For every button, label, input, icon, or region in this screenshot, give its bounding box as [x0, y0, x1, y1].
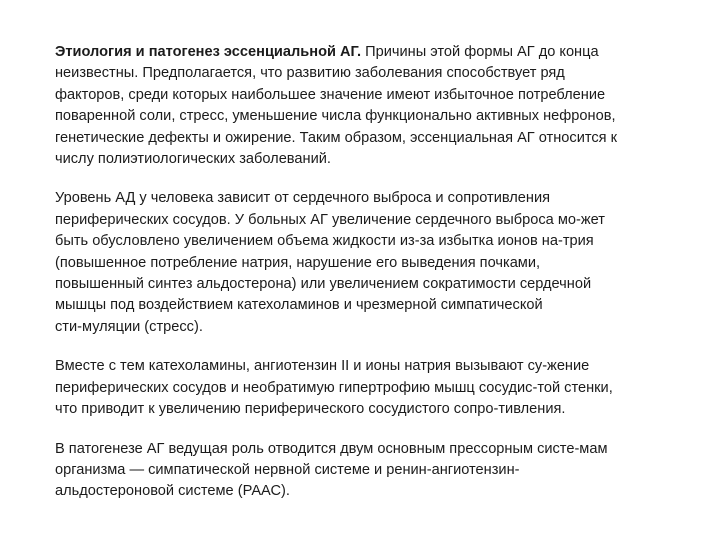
text-line: Вместе с тем катехоламины, ангиотензин II и ионы натрия вызывают су-жение	[55, 358, 590, 375]
text-line	[55, 42, 695, 63]
text-line: Уровень АД у человека зависит от сердечного выброса и сопротивления	[55, 190, 551, 207]
text-line: поваренной соли, стресс, уменьшение числа функционально активных нефронов,	[55, 108, 616, 125]
text-line: повышенный синтез альдостерона) или увеличением сократимости сердечной	[55, 276, 592, 293]
text-line-continuation: Причины этой формы АГ до конца	[361, 44, 599, 60]
text-line: факторов, среди которых наибольшее значение имеют избыточное потребление	[55, 86, 606, 103]
paragraph-etiology	[55, 42, 695, 170]
text-line: периферических сосудов и необратимую гипертрофию мышц сосудис-той стенки,	[55, 379, 613, 396]
paragraph-lead-heading: Этиология и патогенез эссенциальной АГ.	[55, 44, 362, 60]
text-line: альдостероновой системе (РААС).	[55, 483, 290, 500]
text-line: генетические дефекты и ожирение. Таким образом, эссенциальная АГ относится к	[55, 129, 618, 146]
text-line: числу полиэтиологических заболеваний.	[55, 151, 331, 168]
text-line: мышцы под воздействием катехоламинов и чрезмерной симпатической	[55, 297, 543, 314]
text-line: неизвестны. Предполагается, что развитию заболевания способствует ряд	[55, 65, 565, 82]
paragraph-blood-pressure	[55, 188, 695, 338]
paragraph-vasoconstriction	[55, 356, 695, 420]
text-line: быть обусловлено увеличением объема жидкости из-за избытка ионов на-трия	[55, 233, 594, 250]
text-line: организма — симпатической нервной системе и ренин-ангиотензин-	[55, 461, 520, 478]
paragraph-pathogenesis	[55, 439, 695, 503]
text-line: В патогенезе АГ ведущая роль отводится двум основным прессорным систе-мам	[55, 440, 608, 457]
text-line: (повышенное потребление натрия, нарушение его выведения почками,	[55, 254, 541, 271]
text-line: сти-муляции (стресс).	[55, 318, 203, 335]
text-line: периферических сосудов. У больных АГ увеличение сердечного выброса мо-жет	[55, 211, 605, 228]
text-line: что приводит к увеличению периферического сосудистого сопро-тивления.	[55, 401, 566, 418]
document-page	[55, 42, 695, 521]
